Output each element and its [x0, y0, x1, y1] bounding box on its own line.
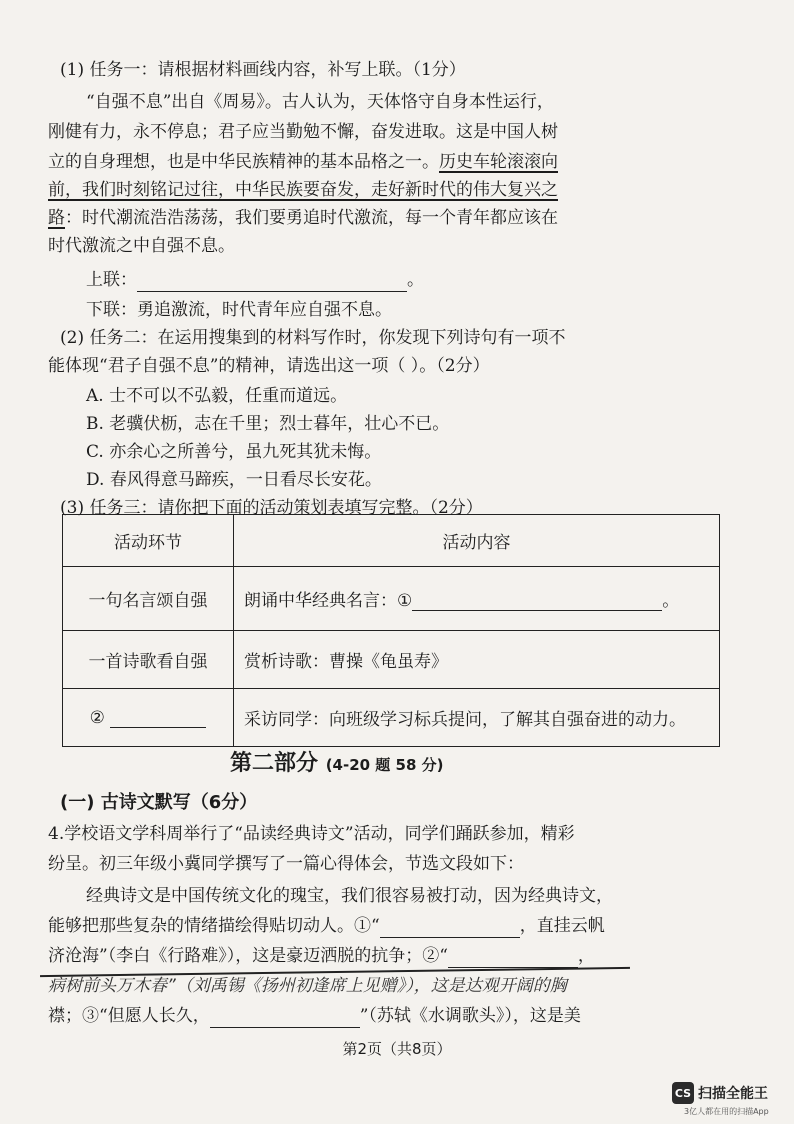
- task1-text: ：时代潮流浩浩荡荡，我们要勇追时代激流，每一个青年都应该在: [65, 208, 558, 228]
- answer-blank[interactable]: [210, 1009, 360, 1028]
- q4-line: 襟；③“但愿人长久， ”（苏轼《水调歌头》），这是美: [48, 1006, 581, 1026]
- scanner-watermark: [672, 1082, 768, 1104]
- task1-heading: (1) 任务一：请根据材料画线内容，补写上联。（1分）: [60, 60, 466, 80]
- q4-line: 经典诗文是中国传统文化的瑰宝，我们很容易被打动，因为经典诗文，: [86, 886, 613, 906]
- upper-couplet-blank[interactable]: [137, 273, 407, 292]
- q4-line: 纷呈。初三年级小冀同学撰写了一篇心得体会，节选文段如下：: [48, 854, 524, 874]
- activity-plan-table: [62, 514, 720, 747]
- scanner-name: 扫描全能王: [698, 1086, 768, 1102]
- task1-paragraph-line: 刚健有力，永不停息；君子应当勤勉不懈，奋发进取。这是中国人树: [48, 122, 558, 142]
- table-row: [63, 631, 720, 689]
- table-cell: 采访同学：向班级学习标兵提问，了解其自强奋进的动力。: [234, 689, 720, 747]
- table-header: 活动内容: [234, 515, 720, 567]
- task1-text: 立的自身理想，也是中华民族精神的基本品格之一。: [48, 152, 439, 172]
- answer-blank[interactable]: [448, 949, 578, 968]
- task1-paragraph-line: 时代激流之中自强不息。: [48, 236, 235, 256]
- table-cell: 朗诵中华经典名言：① 。: [234, 567, 720, 631]
- upper-couplet-label: 上联：: [86, 270, 137, 290]
- task1-paragraph-line: “自强不息”出自《周易》。古人认为，天体恪守自身本性运行，: [86, 92, 554, 112]
- option-d[interactable]: D. 春风得意马蹄疾，一日看尽长安花。: [86, 470, 382, 490]
- underlined-text: 前，我们时刻铭记过往，中华民族要奋发，走好新时代的伟大复兴之: [48, 180, 558, 200]
- option-a[interactable]: A. 士不可以不弘毅，任重而道远。: [86, 386, 348, 406]
- part-two-subtitle: (4-20 题 58 分): [325, 756, 444, 774]
- task2-heading: 能体现“君子自强不息”的精神，请选出这一项（ ）。（2分）: [48, 356, 490, 376]
- q4-line: 病树前头万木春”（刘禹锡《扬州初逢席上见赠》），这是达观开阔的胸: [48, 976, 567, 996]
- task1-paragraph-line: [48, 150, 558, 174]
- q4-line: 4.学校语文学科周举行了“品读经典诗文”活动，同学们踊跃参加，精彩: [48, 824, 575, 844]
- q4-line: 济沧海”（李白《行路难》），这是豪迈洒脱的抗争；②“ ，: [48, 946, 595, 966]
- scanner-tagline: 3亿人都在用的扫描App: [684, 1107, 769, 1116]
- lower-couplet: 下联：勇追激流，时代青年应自强不息。: [86, 300, 392, 320]
- answer-blank[interactable]: [412, 592, 662, 611]
- table-header: 活动环节: [63, 515, 234, 567]
- option-b[interactable]: B. 老骥伏枥，志在千里；烈士暮年，壮心不已。: [86, 414, 450, 434]
- task2-heading: (2) 任务二：在运用搜集到的材料写作时，你发现下列诗句有一项不: [60, 328, 566, 348]
- task3-heading: (3) 任务三：请你把下面的活动策划表填写完整。（2分）: [60, 498, 483, 518]
- table-header-row: [63, 515, 720, 567]
- option-c[interactable]: C. 亦余心之所善兮，虽九死其犹未悔。: [86, 442, 382, 462]
- answer-blank[interactable]: [380, 919, 520, 938]
- table-row: [63, 567, 720, 631]
- task1-paragraph-line: [48, 206, 558, 230]
- underlined-text: 历史车轮滚滚向: [439, 152, 558, 172]
- scanner-logo-icon: CS: [672, 1082, 694, 1104]
- upper-couplet-row: 上联： 。: [86, 270, 424, 290]
- table-cell: 一首诗歌看自强: [63, 631, 234, 689]
- page-footer: 第2页（共8页）: [342, 1040, 452, 1058]
- underlined-text: 路: [48, 208, 65, 228]
- q4-line: 能够把那些复杂的情绪描绘得贴切动人。①“ ，直挂云帆: [48, 916, 605, 936]
- answer-blank[interactable]: [110, 709, 206, 728]
- table-cell: 一句名言颂自强: [63, 567, 234, 631]
- table-cell: ②: [63, 689, 234, 747]
- table-row: [63, 689, 720, 747]
- table-cell: 赏析诗歌：曹操《龟虽寿》: [234, 631, 720, 689]
- part-two-title: 第二部分 (4-20 题 58 分): [230, 751, 444, 776]
- section-title: (一) 古诗文默写（6分）: [60, 792, 258, 813]
